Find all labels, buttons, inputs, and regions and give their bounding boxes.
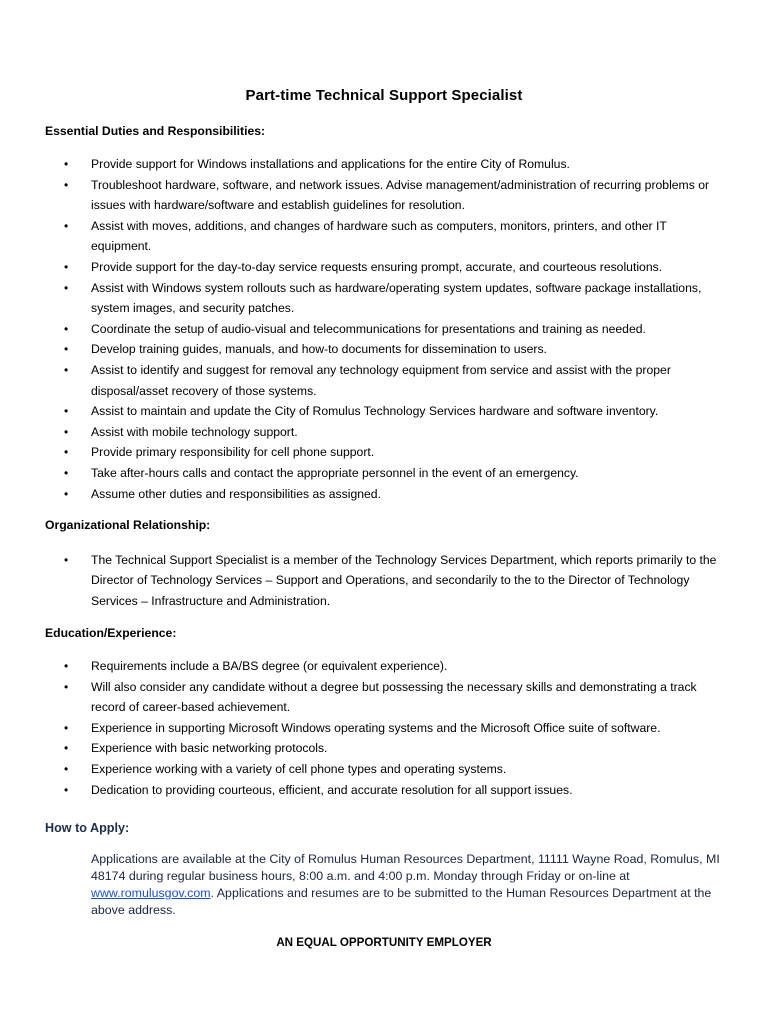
list-item — [0, 339, 768, 360]
bullet-icon: • — [64, 157, 69, 171]
bullet-icon: • — [64, 465, 69, 480]
list-item — [0, 216, 768, 257]
list-item — [0, 422, 768, 443]
list-item-text: Provide primary responsibility for cell phone support. — [91, 445, 375, 460]
bullet-icon: • — [64, 404, 69, 419]
list-item-text: Assist with Windows system rollouts such as hardware/operating system updates, software package installations, system images, and security patches. — [91, 280, 702, 316]
list-item — [0, 257, 768, 278]
list-item — [0, 780, 768, 801]
bullet-icon: • — [64, 342, 69, 357]
list-item — [0, 463, 768, 484]
list-item — [0, 550, 768, 611]
list-item — [0, 759, 768, 780]
list-item — [0, 656, 768, 677]
how-to-apply-text — [91, 851, 731, 919]
apply-text-before-link: Applications are available at the City of Romulus Human Resources Department, 11111 Wayne Road, Romulus, MI 48174 during regular business hours, 8:00 a.m. and 4:00 p.m. Monday through Friday or on-line at — [91, 852, 720, 883]
romulusgov-link[interactable]: www.romulusgov.com — [91, 886, 211, 900]
list-item — [0, 154, 768, 175]
equal-opportunity-footer: AN EQUAL OPPORTUNITY EMPLOYER — [276, 936, 492, 949]
bullet-icon: • — [64, 741, 69, 756]
list-item-text: Assume other duties and responsibilities as assigned. — [91, 486, 381, 501]
list-item-text: Coordinate the setup of audio-visual and telecommunications for presentations and training as needed. — [91, 321, 646, 336]
list-item — [0, 319, 768, 340]
relationship-heading: Organizational Relationship: — [45, 518, 211, 532]
bullet-icon: • — [64, 424, 69, 439]
bullet-icon: • — [64, 321, 69, 336]
list-item-text: Assist with mobile technology support. — [91, 424, 298, 439]
list-item-text: Will also consider any candidate without a degree but possessing the necessary skills and demonstrating a track record of career-based achievement. — [91, 679, 697, 715]
list-item-text: Experience working with a variety of cell phone types and operating systems. — [91, 761, 507, 776]
list-item — [0, 442, 768, 463]
bullet-icon: • — [64, 445, 69, 460]
list-item — [0, 360, 768, 401]
bullet-icon: • — [64, 259, 69, 274]
list-item-text: Assist to identify and suggest for removal any technology equipment from service and assist with the proper disposal/asset recovery of those systems. — [91, 362, 671, 398]
list-item — [0, 718, 768, 739]
bullet-icon: • — [64, 782, 69, 797]
duties-list — [0, 154, 768, 504]
apply-text-after-link: . Applications and resumes are to be submitted to the Human Resources Department at the above address. — [91, 886, 712, 917]
list-item — [0, 278, 768, 319]
page-title: Part-time Technical Support Specialist — [245, 87, 523, 104]
education-heading: Education/Experience: — [45, 626, 177, 640]
list-item-text: Assist to maintain and update the City of Romulus Technology Services hardware and software inventory. — [91, 404, 659, 419]
list-item-text: Provide support for the day-to-day service requests ensuring prompt, accurate, and courteous resolutions. — [91, 259, 663, 274]
bullet-icon: • — [64, 280, 69, 295]
list-item-text: Take after-hours calls and contact the appropriate personnel in the event of an emergency. — [91, 465, 579, 480]
list-item — [0, 175, 768, 216]
list-item — [0, 401, 768, 422]
list-item-text: Requirements include a BA/BS degree (or equivalent experience). — [91, 659, 448, 673]
relationship-list — [0, 550, 768, 611]
list-item — [0, 484, 768, 505]
duties-heading: Essential Duties and Responsibilities: — [45, 124, 266, 138]
list-item-text: The Technical Support Specialist is a member of the Technology Services Department, which reports primarily to the Director of Technology Services – Support and Operations, and secondarily to the to the Director of Technology Services – Infrastructure and Administration. — [91, 553, 717, 608]
bullet-icon: • — [64, 362, 69, 377]
bullet-icon: • — [64, 761, 69, 776]
list-item-text: Troubleshoot hardware, software, and network issues. Advise management/administration of recurring problems or issues with hardware/software and establish guidelines for resolution. — [91, 177, 710, 213]
how-to-apply-heading: How to Apply: — [45, 821, 130, 835]
bullet-icon: • — [64, 486, 69, 501]
list-item — [0, 677, 768, 718]
list-item-text: Provide support for Windows installations and applications for the entire City of Romulus. — [91, 157, 570, 171]
list-item-text: Assist with moves, additions, and changes of hardware such as computers, monitors, printers, and other IT equipment. — [91, 218, 667, 254]
list-item — [0, 738, 768, 759]
list-item-text: Experience in supporting Microsoft Windows operating systems and the Microsoft Office suite of software. — [91, 720, 661, 735]
bullet-icon: • — [64, 218, 69, 233]
list-item-text: Dedication to providing courteous, efficient, and accurate resolution for all support issues. — [91, 782, 573, 797]
bullet-icon: • — [64, 679, 69, 694]
list-item-text: Develop training guides, manuals, and how-to documents for dissemination to users. — [91, 342, 547, 357]
education-list — [0, 656, 768, 800]
bullet-icon: • — [64, 553, 69, 567]
bullet-icon: • — [64, 720, 69, 735]
list-item-text: Experience with basic networking protocols. — [91, 741, 328, 756]
bullet-icon: • — [64, 659, 69, 673]
bullet-icon: • — [64, 177, 69, 192]
